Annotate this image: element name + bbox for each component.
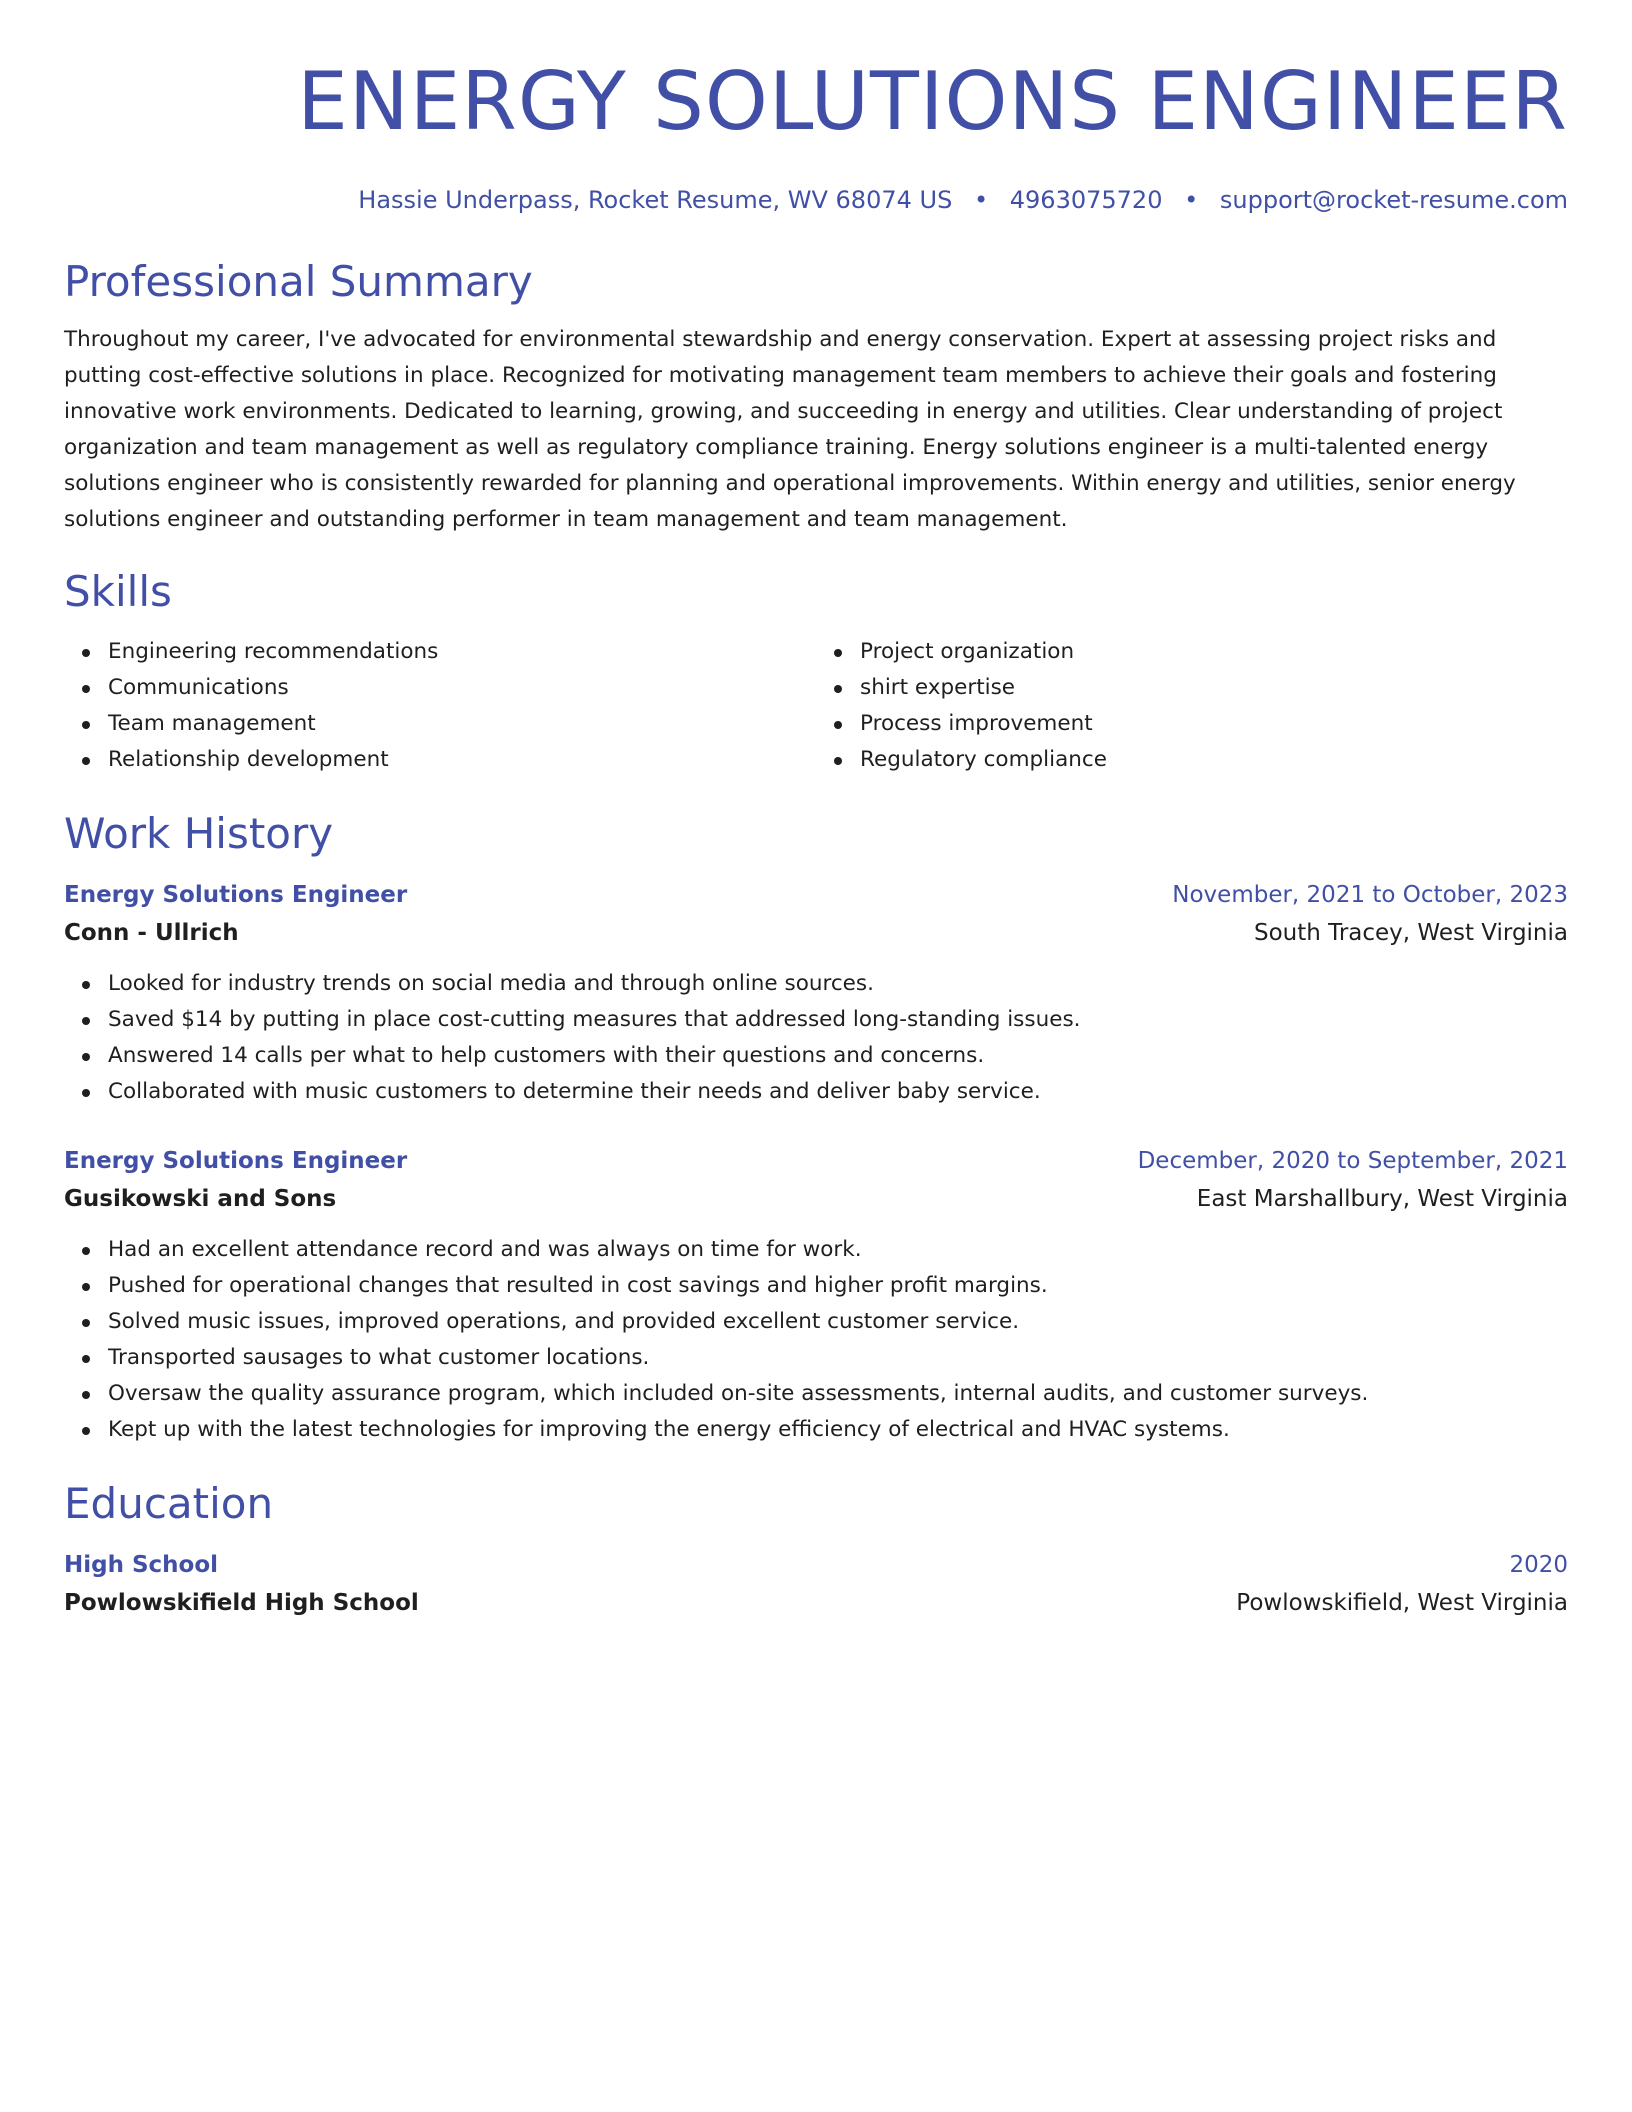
section-heading-summary: Professional Summary [64,257,533,306]
job-bullets [64,1232,1568,1448]
contact-separator: • [973,186,989,214]
job-company-row [64,1180,1568,1218]
contact-separator: • [1184,186,1199,214]
section-heading-work: Work History [64,809,334,858]
job-header-row [64,1142,1568,1180]
job-bullet: Pushed for operational changes that resulted in cost savings and higher profit margins. [108,1268,1568,1304]
education-school-row [64,1584,1568,1622]
work-history-section [64,808,1568,1448]
job-bullet: Oversaw the quality assurance program, which included on-site assessments, internal audits, and customer surveys. [108,1376,1568,1412]
skill-item: Communications [108,670,816,706]
job-header-row [64,876,1568,914]
job-bullet: Had an excellent attendance record and was always on time for work. [108,1232,1568,1268]
skill-item: Engineering recommendations [108,634,816,670]
job-title: Energy Solutions Engineer [64,1148,408,1174]
job-dates: November, 2021 to October, 2023 [1172,882,1568,908]
job-company-row [64,914,1568,952]
skills-column-left [64,634,816,778]
skill-item: Process improvement [860,706,1568,742]
section-heading-skills: Skills [64,567,172,616]
section-heading-education: Education [64,1479,274,1528]
contact-address: Hassie Underpass, Rocket Resume, WV 68074 US [358,186,953,214]
skills-section [64,566,1568,778]
job-entry [64,876,1568,1110]
job-bullet: Transported sausages to what customer locations. [108,1340,1568,1376]
skills-column-right [816,634,1568,778]
resume-header [64,0,1568,216]
job-bullet: Answered 14 calls per what to help customers with their questions and concerns. [108,1038,1568,1074]
job-bullet: Solved music issues, improved operations, and provided excellent customer service. [108,1304,1568,1340]
skill-item: Project organization [860,634,1568,670]
job-dates: December, 2020 to September, 2021 [1137,1148,1568,1174]
education-year: 2020 [1509,1552,1568,1578]
job-company: Gusikowski and Sons [64,1186,337,1212]
education-location: Powlowskifield, West Virginia [1236,1590,1568,1616]
education-entry [64,1546,1568,1622]
job-location: East Marshallbury, West Virginia [1196,1186,1568,1212]
education-section [64,1478,1568,1622]
job-company: Conn - Ullrich [64,920,239,946]
education-school: Powlowskifield High School [64,1590,419,1616]
summary-text: Throughout my career, I've advocated for environmental stewardship and energy conservation. Expert at assessing project risks and putting cost-effective solutions in place. Recognized for motivating management team members to achieve their goals and fostering innovative work environments. Dedicated to learning, growing, and succeeding in energy and utilities. Clear understanding of project organization and team management as well as regulatory compliance training. Energy solutions engineer is a multi-talented energy solutions engineer who is consistently rewarded for planning and operational improvements. Within energy and utilities, senior energy solutions engineer and outstanding performer in team management and team management. [64,327,1516,532]
skill-item: Regulatory compliance [860,742,1568,778]
contact-email: support@rocket-resume.com [1219,186,1568,214]
skill-item: shirt expertise [860,670,1568,706]
skill-item: Team management [108,706,816,742]
job-title: Energy Solutions Engineer [64,882,408,908]
skills-grid [64,634,1568,778]
education-header-row [64,1546,1568,1584]
job-entry [64,1142,1568,1448]
contact-line [64,184,1568,216]
summary-section [64,256,1568,538]
page-title: ENERGY SOLUTIONS ENGINEER [297,55,1568,148]
job-bullet: Saved $14 by putting in place cost-cutting measures that addressed long-standing issues. [108,1002,1568,1038]
contact-phone: 4963075720 [1009,186,1163,214]
job-bullet: Looked for industry trends on social media and through online sources. [108,966,1568,1002]
education-degree: High School [64,1552,219,1578]
job-bullet: Kept up with the latest technologies for improving the energy efficiency of electrical and HVAC systems. [108,1412,1568,1448]
job-bullets [64,966,1568,1110]
job-location: South Tracey, West Virginia [1254,920,1568,946]
job-bullet: Collaborated with music customers to determine their needs and deliver baby service. [108,1074,1568,1110]
skill-item: Relationship development [108,742,816,778]
